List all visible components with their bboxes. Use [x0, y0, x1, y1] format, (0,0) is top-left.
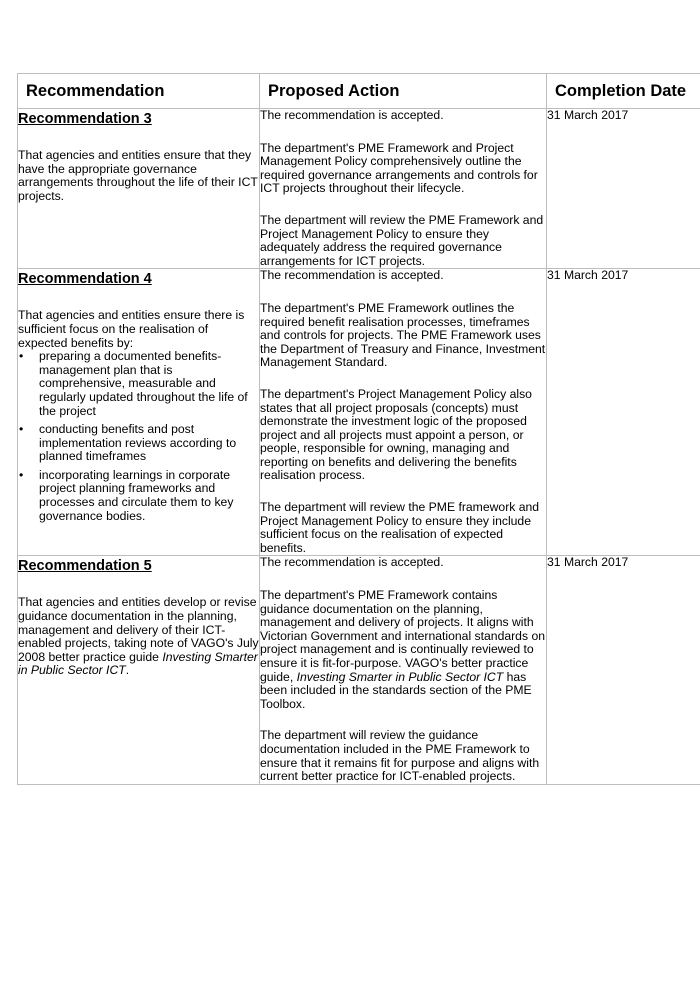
- action-paragraph: The recommendation is accepted.: [260, 108, 444, 122]
- list-item: • incorporating learnings in corporate project planning frameworks and processes and circulate them to key governance bodies.: [35, 469, 259, 523]
- list-item: • preparing a documented benefits-management plan that is comprehensive, measurable and regularly updated throughout the life of the project: [35, 350, 259, 418]
- recommendation-title: Recommendation 4: [18, 271, 152, 288]
- recommendation-cell: [18, 109, 260, 269]
- completion-date-cell: [547, 109, 700, 269]
- recommendation-text: That agencies and entities ensure that they have the appropriate governance arrangements throughout the life of their ICT projects.: [18, 148, 258, 203]
- recommendation-bullet-list: [18, 350, 259, 523]
- recommendation-title: Recommendation 5: [18, 558, 152, 575]
- action-paragraph: The department's Project Management Policy also states that all project proposals (concepts) must demonstrate the investment logic of the proposed project and all projects must appoint a person, or people, responsible for owning, managing and reporting on benefits and delivering the benefits realisation process.: [260, 386, 532, 483]
- completion-date: 31 March 2017: [547, 268, 629, 283]
- action-paragraph: The department's PME Framework and Project Management Policy comprehensively outline the required governance arrangements and controls for ICT projects throughout their lifecycle.: [260, 140, 538, 196]
- completion-date: 31 March 2017: [547, 108, 629, 122]
- guide-title: Investing Smarter in Public Sector ICT: [296, 669, 504, 684]
- header-completion-date: Completion Date: [547, 74, 700, 109]
- header-recommendation: Recommendation: [18, 74, 260, 109]
- guide-title: Investing Smarter in Public Sector ICT: [18, 649, 258, 678]
- proposed-action-cell: [260, 109, 547, 269]
- list-item: • conducting benefits and post implementation reviews according to planned timeframes: [35, 423, 259, 464]
- table-row: [18, 269, 700, 556]
- action-paragraph: The department's PME Framework contains guidance documentation on the planning, management and delivery of projects. It aligns with Victorian Government and international standards on project management and is continually reviewed to ensure it is fit-for-purpose. VAGO's better practice guide, Investing Smarter in Public Sector ICT has been included in the standards section of the PME Toolbox.: [260, 588, 546, 711]
- table-row: [18, 109, 700, 269]
- proposed-action-cell: [260, 556, 547, 784]
- action-paragraph: The recommendation is accepted.: [260, 555, 444, 570]
- header-proposed-action: Proposed Action: [260, 74, 547, 109]
- recommendation-cell: [18, 556, 260, 784]
- completion-date-cell: [547, 556, 700, 784]
- recommendation-title: Recommendation 3: [18, 111, 152, 127]
- action-paragraph: The department's PME Framework outlines the required benefit realisation processes, timeframes and controls for projects. The PME Framework uses the Department of Treasury and Finance, Investment Management Standard.: [260, 300, 546, 370]
- table-row: [18, 556, 700, 784]
- action-paragraph: The recommendation is accepted.: [260, 268, 444, 283]
- recommendation-cell: [18, 269, 260, 556]
- proposed-action-cell: [260, 269, 547, 556]
- completion-date-cell: [547, 269, 700, 556]
- table-header-row: [18, 74, 700, 109]
- recommendations-table: [17, 73, 700, 785]
- action-paragraph: The department will review the guidance documentation included in the PME Framework to ensure that it remains fit for purpose and aligns with current better practice for ICT-enabled projects.: [260, 728, 540, 784]
- recommendation-text: That agencies and entities develop or revise guidance documentation in the planning, management and delivery of their ICT-enabled projects, taking note of VAGO's July 2008 better practice guide Investing Smarter in Public Sector ICT.: [18, 595, 259, 678]
- action-paragraph: The department will review the PME framework and Project Management Policy to ensure they include sufficient focus on the realisation of expected benefits.: [260, 500, 540, 555]
- action-paragraph: The department will review the PME Framework and Project Management Policy to ensure they adequately address the required governance arrangements for ICT projects.: [260, 212, 544, 268]
- recommendation-text: That agencies and entities ensure there is sufficient focus on the realisation of expected benefits by:: [18, 308, 245, 350]
- completion-date: 31 March 2017: [547, 555, 629, 570]
